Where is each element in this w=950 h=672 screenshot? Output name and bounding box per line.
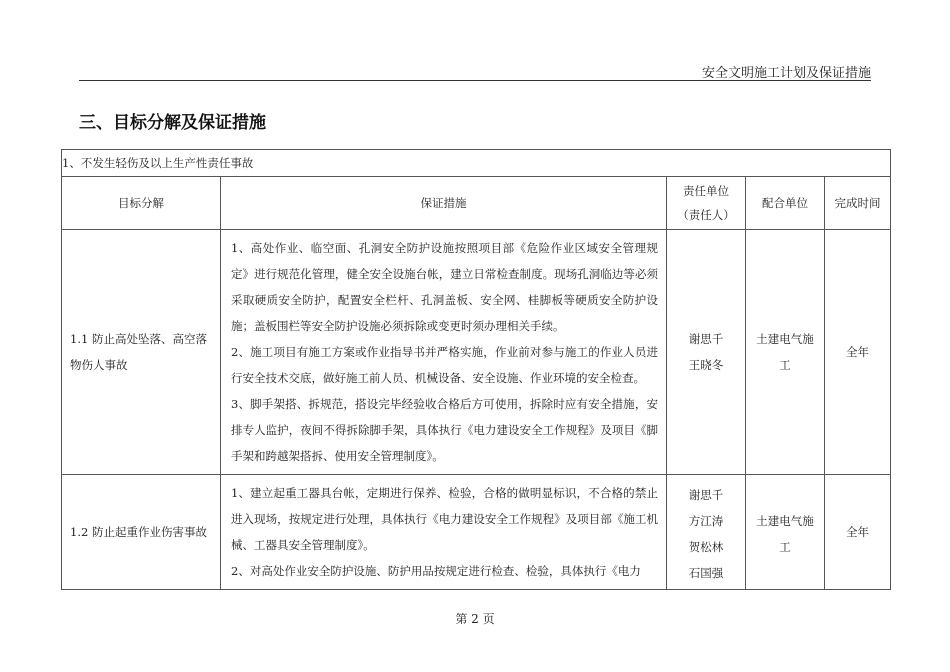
row-cooperating (746, 475, 825, 590)
responsible-person: 王晓冬 (688, 358, 724, 372)
header-completion: 完成时间 (825, 177, 891, 230)
row-responsible (667, 475, 746, 590)
page-number: 第 2 页 (455, 612, 495, 626)
table-header-row (62, 177, 891, 230)
cooperating-unit-line: 工 (779, 358, 791, 372)
header-responsible-line1: 责任单位 (683, 184, 729, 198)
row-target: 1.1 防止高处坠落、高空落物伤人事故 (62, 230, 221, 475)
responsible-person: 谢思千 (688, 332, 724, 346)
row-cooperating (746, 230, 825, 475)
cooperating-unit-line: 工 (779, 539, 791, 554)
row-measures (221, 475, 667, 590)
section-title: 三、目标分解及保证措施 (79, 113, 266, 133)
row-completion: 全年 (825, 230, 891, 475)
measure-item: 3、脚手架搭、拆规范，搭设完毕经验收合格后方可使用，拆除时应有安全措施，安排专人监护，夜间不得拆除脚手架，具体执行《电力建设安全工作规程》及项目《脚手架和跨越架搭拆、使用安全管理制度》。 (231, 397, 658, 463)
responsible-person: 谢思千 (688, 487, 724, 502)
table-row (62, 475, 891, 590)
responsible-person: 石国强 (688, 565, 724, 580)
header-responsible (667, 177, 746, 230)
measure-item: 1、高处作业、临空面、孔洞安全防护设施按照项目部《危险作业区域安全管理规定》进行规范化管理，健全安全设施台帐，建立日常检查制度。现场孔洞临边等必须采取硬质安全防护，配置安全栏杆、孔洞盖板、安全网、桂脚板等硬质安全防护设施；盖板围栏等安全防护设施必须拆除或变更时须办理相关手续。 (231, 241, 658, 333)
header-target: 目标分解 (62, 177, 221, 230)
table-title-row (62, 150, 891, 177)
cooperating-unit-line: 土建电气施 (756, 513, 814, 528)
measure-item: 1、建立起重工器具台帐，定期进行保养、检验，合格的做明显标识，不合格的禁止进入现场，按规定进行处理，具体执行《电力建设安全工作规程》及项目部《施工机械、工器具安全管理制度》。 (231, 485, 658, 552)
responsible-person: 方江涛 (688, 513, 724, 528)
row-target: 1.2 防止起重作业伤害事故 (62, 475, 221, 590)
row-measures (221, 230, 667, 475)
header-measures: 保证措施 (221, 177, 667, 230)
row-completion: 全年 (825, 475, 891, 590)
table-row (62, 230, 891, 475)
header-responsible-line2: （责任人） (677, 208, 735, 222)
table-title: 1、不发生轻伤及以上生产性责任事故 (62, 150, 891, 177)
responsible-person: 贺松林 (688, 539, 724, 554)
row-responsible (667, 230, 746, 475)
running-header-title: 安全文明施工计划及保证措施 (701, 66, 871, 81)
header-cooperating: 配合单位 (746, 177, 825, 230)
measure-item: 2、对高处作业安全防护设施、防护用品按规定进行检查、检验，具体执行《电力 (231, 563, 641, 578)
target-measures-table (61, 149, 891, 590)
header-divider (79, 80, 871, 81)
cooperating-unit-line: 土建电气施 (756, 332, 814, 346)
measure-item: 2、施工项目有施工方案或作业指导书并严格实施，作业前对参与施工的作业人员进行安全技术交底，做好施工前人员、机械设备、安全设施、作业环境的安全检查。 (231, 345, 658, 385)
